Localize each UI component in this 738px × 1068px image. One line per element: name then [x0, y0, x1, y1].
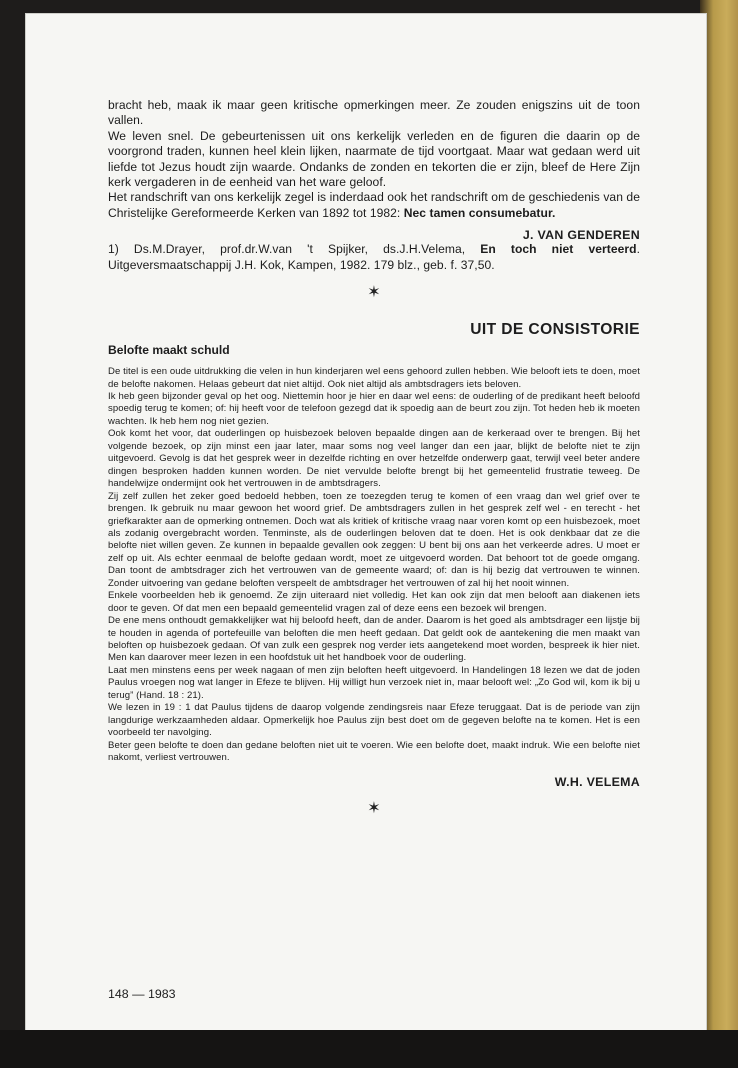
footnote-book-title: En toch niet verteerd: [480, 242, 637, 257]
section-divider-star-icon: ✶: [367, 284, 381, 302]
scan-border: [0, 1030, 738, 1068]
document-page: [26, 14, 706, 1036]
footnote-publisher: . Uitgeversmaatschappij J.H. Kok, Kampen, 1982. 179 blz., geb. f. 37,50.: [108, 242, 640, 272]
article-paragraph-9: Beter geen belofte te doen dan gedane beloften niet uit te voeren. Wie een belofte doet, maakt indruk. Wie een belofte niet nakomt, verliest vertrouwen.: [108, 739, 640, 764]
article-paragraph-4: Zij zelf zullen het zeker goed bedoeld hebben, toen ze toezegden terug te komen of een vraag dan wel grief over te brengen. Ik gebruik nu maar gewoon het woord grief. De ambtsdragers zullen in het gesprek zelf wel - en terecht - het griefkarakter aan de opmerking ontnemen. Doch wat als kritiek of kritische vraag naar voren komt op een huisbezoek, moet als zodanig overgebracht worden. Tenminste, als de ouderlingen beloven dat te doen. Het is ook denkbaar dat ze die belofte niet willen geven. Ze kunnen in bepaalde gevallen ook zeggen: U bent bij ons aan het verkeerde adres. U moet er zelf op uit. Als echter eenmaal de belofte gedaan wordt, moet ze uitgevoerd worden. Dat behoort tot de goede omgang. Dan toont de ambtsdrager zich het vertrouwen van de gemeente waard; of: dan is hij bezig dat vertrouwen te winnen. Zonder uitvoering van gedane beloften verspeelt de ambtsdrager het vertrouwen of zal hij het nooit winnen.: [108, 490, 640, 589]
article-paragraph-5: Enkele voorbeelden heb ik genoemd. Ze zijn uiteraard niet volledig. Het kan ook zijn dat men belooft aan diakenen iets door te geven. Of dat men een bepaald gemeentelid vragen zal of deze eens een bezoek wil brengen.: [108, 590, 640, 614]
intro-signature: J. VAN GENDEREN: [522, 228, 640, 243]
intro-paragraph-2: We leven snel. De gebeurtenissen uit ons kerkelijk verleden en de figuren die daarin op de voorgrond traden, kunnen heel klein lijken, naarmate de tijd voortgaat. Maar wat gedaan werd uit liefde tot Jezus houdt zijn waarde. Ondanks de zonden en tekorten die er zijn, bleef de Here Zijn kerk vergaderen in de eenheid van het ware geloof.: [108, 128, 640, 190]
article-paragraph-7: Laat men minstens eens per week nagaan of men zijn beloften heeft uitgevoerd. In Handelingen 18 lezen we dat de joden Paulus vroegen nog wat langer in Efeze te blijven. Hij willigt hun verzoek niet in, maar belooft wel: „Zo God wil, kom ik bij u terug” (Hand. 18 : 21).: [108, 664, 640, 701]
intro-paragraph-3: [108, 190, 640, 221]
intro-paragraph-3-text: Het randschrift van ons kerkelijk zegel is inderdaad ook het randschrift om de geschiedenis van de Christelijke Gereformeerde Kerken van 1892 tot 1982:: [108, 190, 640, 220]
footnote: [108, 242, 640, 273]
article-paragraph-1: De titel is een oude uitdrukking die velen in hun kinderjaren wel eens gehoord zullen hebben. Wie belooft iets te doen, moet de belofte nakomen. Helaas gebeurt dat niet altijd. Ook niet altijd als ambtsdragers iets beloven.: [108, 366, 640, 390]
section-title: UIT DE CONSISTORIE: [470, 321, 640, 339]
article-body: [108, 366, 640, 765]
article-signature: W.H. VELEMA: [554, 774, 640, 789]
page-number: 148 — 1983: [108, 987, 176, 1001]
article-title: Belofte maakt schuld: [108, 343, 230, 358]
intro-article: [108, 98, 640, 817]
article-paragraph-2: Ik heb geen bijzonder geval op het oog. Niettemin hoor je hier en daar wel eens: de ouderling of de predikant heeft beloofd spoedig terug te komen; of: hij heeft voor de telefoon gezegd dat ik spoedig aan de beurt zou zijn. Tot heden heb ik moeten wachten. Ik heb hem nog niet gezien.: [108, 390, 640, 427]
intro-paragraph-1: bracht heb, maak ik maar geen kritische opmerkingen meer. Ze zouden enigszins uit de toon vallen.: [108, 98, 640, 128]
article-paragraph-8: We lezen in 19 : 1 dat Paulus tijdens de daarop volgende zendingsreis naar Efeze teruggaat. Dat is de periode van zijn langdurige werkzaamheden aldaar. Opmerkelijk hoe Paulus zijn best doet om de gegeven belofte na te komen. Het is een voorbeeld ter navolging.: [108, 702, 640, 739]
end-divider-star-icon: ✶: [367, 799, 381, 817]
article-paragraph-3: Ook komt het voor, dat ouderlingen op huisbezoek beloven bepaalde dingen aan de kerkeraad over te brengen. Bij het volgende bezoek, op zijn minst een jaar later, maar soms nog veel langer dan een jaar, blijkt de belofte niet te zijn uitgevoerd. Gevolg is dat het gesprek weer in dezelfde richting en over hetzelfde onderwerp gaat, terwijl veel beter andere dingen besproken hadden kunnen worden. De niet vervulde belofte brengt bij het gemeentelid frustratie teweeg. De handelwijze ondermijnt ook het vertrouwen in de ambtsdragers.: [108, 428, 640, 490]
article-paragraph-6: De ene mens onthoudt gemakkelijker wat hij beloofd heeft, dan de ander. Daarom is het goed als ambtsdrager een lijstje bij te houden in agenda of portefeuille van beloften die men heeft gedaan. Dat geldt ook de aantekening die men maakt van beloften op huisbezoek gedaan. Of van zulk een gesprek nog verder iets aangetekend moet worden, bespreek ik hier niet. Men kan daarover meer lezen in een hoofdstuk uit het handboek voor de ouderling.: [108, 615, 640, 664]
footnote-authors: 1) Ds.M.Drayer, prof.dr.W.van 't Spijker, ds.J.H.Velema,: [108, 242, 481, 257]
intro-latin-motto: Nec tamen consumebatur.: [403, 205, 556, 220]
